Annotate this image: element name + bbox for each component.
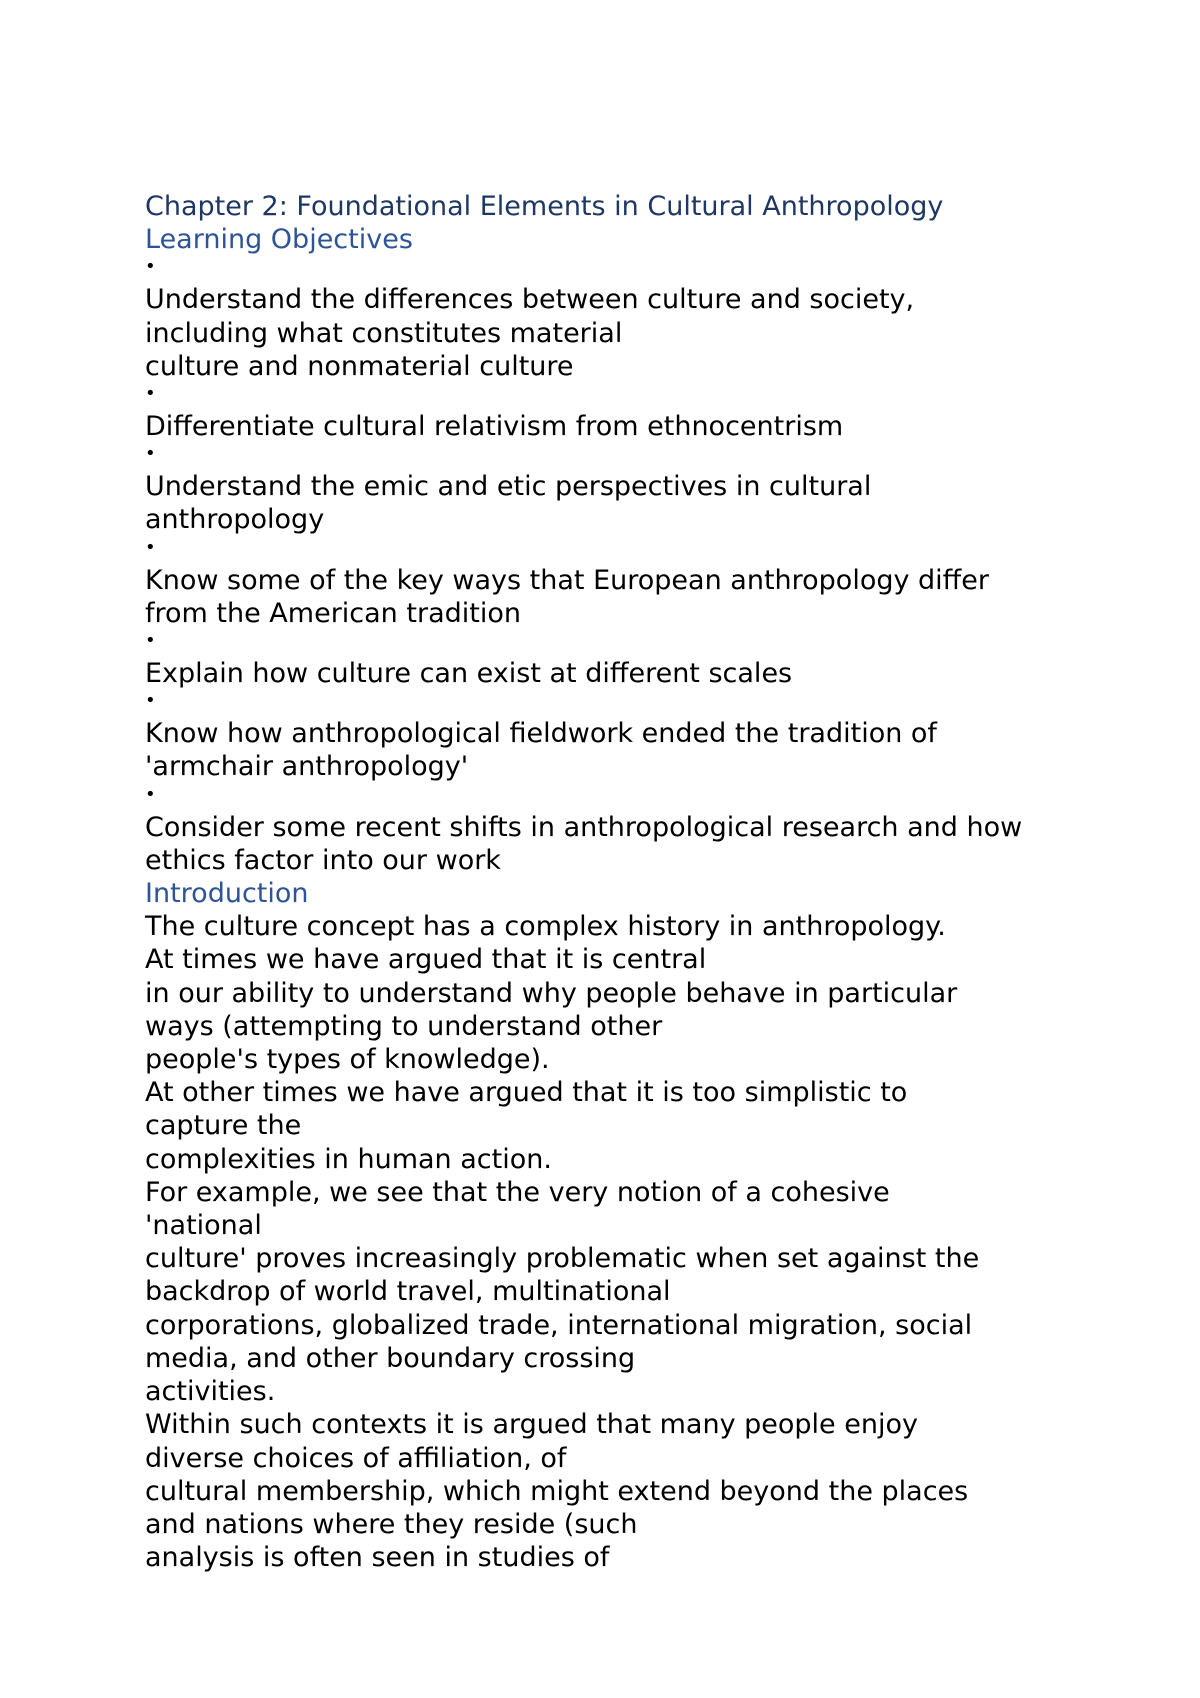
bullet-icon: • <box>145 630 156 652</box>
body-line: media, and other boundary crossing <box>145 1342 636 1374</box>
objective-line: anthropology <box>145 504 325 536</box>
objective-line: Differentiate cultural relativism from ethnocentrism <box>145 411 844 443</box>
body-line: activities. <box>145 1376 276 1408</box>
objective-line: culture and nonmaterial culture <box>145 350 574 382</box>
objective-item <box>145 537 1155 630</box>
objective-item <box>145 443 1155 536</box>
objective-item <box>145 690 1155 783</box>
bullet-icon: • <box>145 443 156 465</box>
body-line: culture' proves increasingly problematic when set against the <box>145 1243 980 1275</box>
objective-item <box>145 383 1155 443</box>
body-line: 'national <box>145 1210 262 1242</box>
introduction-body <box>145 910 1155 1574</box>
bullet-icon: • <box>145 690 156 712</box>
body-line: Within such contexts it is argued that many people enjoy <box>145 1409 918 1441</box>
body-line: At times we have argued that it is central <box>145 944 707 976</box>
learning-objectives-heading: Learning Objectives <box>145 224 413 256</box>
objective-line: Know some of the key ways that European anthropology differ <box>145 564 990 596</box>
document-page <box>145 190 1155 1574</box>
objective-line: Explain how culture can exist at different scales <box>145 658 793 690</box>
bullet-icon: • <box>145 383 156 405</box>
objective-line: from the American tradition <box>145 597 521 629</box>
bullet-icon: • <box>145 256 156 278</box>
bullet-icon: • <box>145 783 156 805</box>
body-line: For example, we see that the very notion of a cohesive <box>145 1176 890 1208</box>
objective-line: including what constitutes material <box>145 317 623 349</box>
objective-line: ethics factor into our work <box>145 844 501 876</box>
body-line: people's types of knowledge). <box>145 1044 550 1076</box>
body-line: capture the <box>145 1110 302 1142</box>
objective-line: Know how anthropological fieldwork ended the tradition of <box>145 718 937 750</box>
body-line: backdrop of world travel, multinational <box>145 1276 671 1308</box>
body-line: analysis is often seen in studies of <box>145 1542 610 1574</box>
objective-item <box>145 784 1155 877</box>
learning-objectives-list <box>145 256 1155 877</box>
body-line: ways (attempting to understand other <box>145 1010 663 1042</box>
body-line: The culture concept has a complex history in anthropology. <box>145 911 946 943</box>
introduction-heading: Introduction <box>145 878 309 910</box>
objective-item <box>145 630 1155 690</box>
bullet-icon: • <box>145 536 156 558</box>
objective-item <box>145 256 1155 383</box>
body-line: At other times we have argued that it is too simplistic to <box>145 1077 908 1109</box>
body-line: cultural membership, which might extend beyond the places <box>145 1475 969 1507</box>
body-line: in our ability to understand why people behave in particular <box>145 977 958 1009</box>
objective-line: Understand the emic and etic perspectives in cultural <box>145 471 872 503</box>
body-line: and nations where they reside (such <box>145 1508 638 1540</box>
body-line: diverse choices of affiliation, of <box>145 1442 567 1474</box>
objective-line: 'armchair anthropology' <box>145 751 469 783</box>
objective-line: Understand the differences between culture and society, <box>145 284 915 316</box>
body-line: corporations, globalized trade, international migration, social <box>145 1309 973 1341</box>
chapter-title: Chapter 2: Foundational Elements in Cultural Anthropology <box>145 191 944 222</box>
objective-line: Consider some recent shifts in anthropological research and how <box>145 811 1023 843</box>
body-line: complexities in human action. <box>145 1143 552 1175</box>
